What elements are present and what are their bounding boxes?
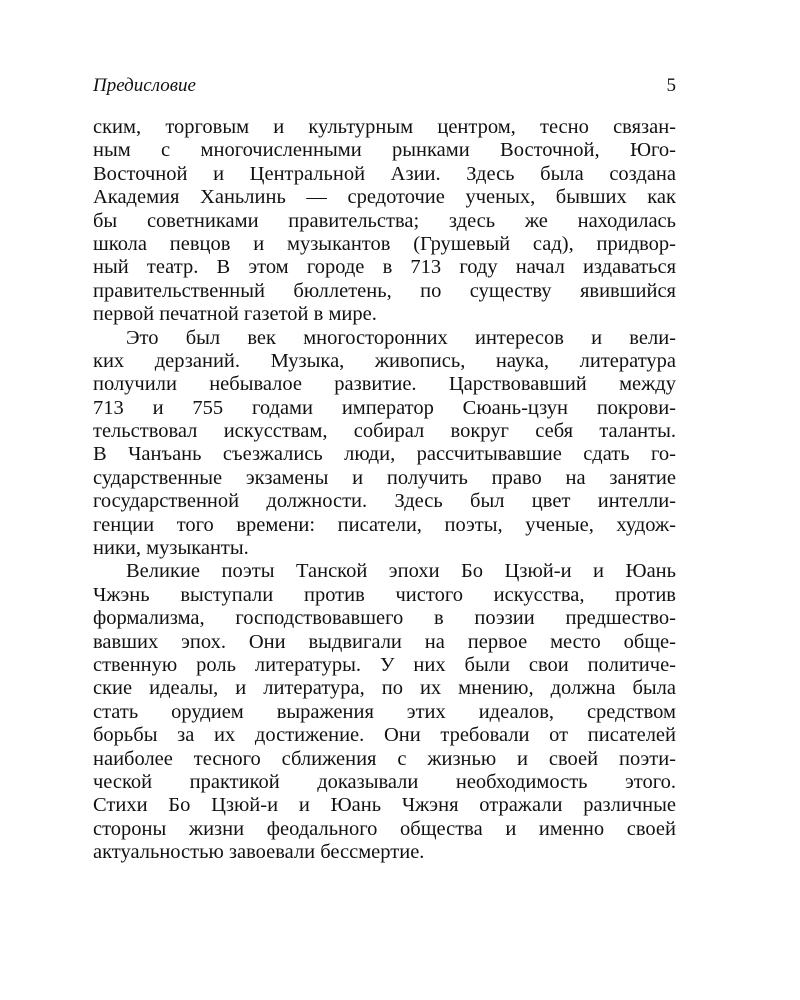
text-line: генции того времени: писатели, поэты, ученые, худож-	[93, 513, 676, 536]
text-line: Стихи Бо Цзюй-и и Юань Чжэня отражали различные	[93, 794, 676, 817]
text-line: формализма, господствовавшего в поэзии предшество-	[93, 607, 676, 630]
paragraph-end-line: ники, музыканты.	[93, 537, 249, 560]
text-line: сударственные экзамены и получить право на занятие	[93, 466, 676, 489]
text-line: тельствовал искусствам, собирал вокруг себя таланты.	[93, 420, 676, 443]
text-line: В Чанъань съезжались люди, рассчитывавшие сдать го-	[93, 443, 676, 466]
text-line: правительственный бюллетень, по существу явившийся	[93, 279, 676, 302]
text-line: ские идеалы, и литература, по их мнению, должна была	[93, 677, 676, 700]
text-line: Академия Ханьлинь — средоточие ученых, бывших как	[93, 186, 676, 209]
text-line: ких дерзаний. Музыка, живопись, наука, литература	[93, 349, 676, 372]
text-line: бы советниками правительства; здесь же находилась	[93, 209, 676, 232]
paragraph-first-line: Великие поэты Танской эпохи Бо Цзюй-и и Юань	[126, 560, 676, 583]
text-line: получили небывалое развитие. Царствовавший между	[93, 373, 676, 396]
text-line: 713 и 755 годами император Сюань-цзун покрови-	[93, 396, 676, 419]
running-header	[93, 72, 676, 100]
text-line: ным с многочисленными рынками Восточной, Юго-	[93, 139, 676, 162]
running-title: Предисловие	[93, 75, 196, 96]
text-line: ческой практикой доказывали необходимость этого.	[93, 770, 676, 793]
paragraph-end-line: актуальностью завоевали бессмертие.	[93, 841, 425, 864]
text-line: ственную роль литературы. У них были свои политиче-	[93, 653, 676, 676]
text-line: Чжэнь выступали против чистого искусства, против	[93, 583, 676, 606]
text-line: стать орудием выражения этих идеалов, средством	[93, 700, 676, 723]
text-line: Восточной и Центральной Азии. Здесь была создана	[93, 162, 676, 185]
paragraph-first-line: Это был век многосторонних интересов и вели-	[126, 326, 676, 349]
paragraph-end-line: первой печатной газетой в мире.	[93, 303, 377, 326]
page-number: 5	[666, 75, 676, 96]
text-line: борьбы за их достижение. Они требовали от писателей	[93, 724, 676, 747]
text-line: ским, торговым и культурным центром, тесно связан-	[93, 116, 676, 138]
text-line: ный театр. В этом городе в 713 году начал издаваться	[93, 256, 676, 279]
text-line: наиболее тесного сближения с жизнью и своей поэти-	[93, 747, 676, 770]
text-line: школа певцов и музыкантов (Грушевый сад), придвор-	[93, 232, 676, 255]
text-line: государственной должности. Здесь был цвет интелли-	[93, 490, 676, 513]
text-line: вавших эпох. Они выдвигали на первое место обще-	[93, 630, 676, 653]
body-text	[93, 116, 676, 865]
text-line: стороны жизни феодального общества и именно своей	[93, 817, 676, 840]
